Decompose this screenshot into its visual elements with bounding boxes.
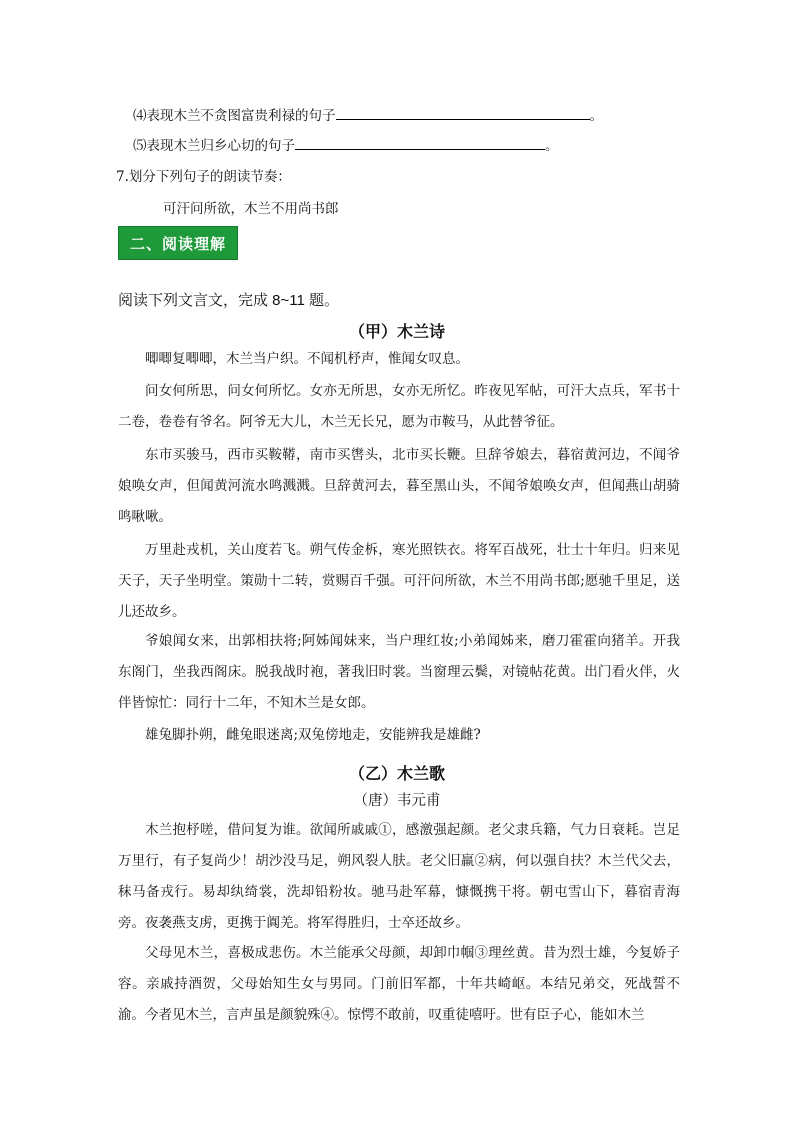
question-4-period: 。 xyxy=(589,108,603,124)
poem-b-title: （乙）木兰歌 xyxy=(348,766,445,783)
answer-blank-5[interactable] xyxy=(295,135,545,150)
reading-instructions: 阅读下列文言文，完成 8~11 题。 xyxy=(118,292,340,309)
question-5 xyxy=(133,134,559,154)
answer-blank-4[interactable] xyxy=(336,105,590,120)
poem-b-author: （唐）韦元甫 xyxy=(353,793,441,809)
poem-a-paragraph-6: 雄兔脚扑朔，雌兔眼迷离;双兔傍地走，安能辨我是雄雌? xyxy=(145,727,481,743)
question-4-text: ⑷表现木兰不贪图富贵利禄的句子 xyxy=(133,108,336,124)
poem-a-paragraph-5: 爷娘闻女来，出郭相扶将;阿姊闻妹来，当户理红妆;小弟闻姊来，磨刀霍霍向猪羊。开我东阁门，坐我西阁床。脱我战时袍，著我旧时裳。当窗理云鬓，对镜帖花黄。出门看火伴，火伴皆惊忙：同行十二年，不知木兰是女郎。 xyxy=(118,633,680,711)
question-5-period: 。 xyxy=(545,138,559,154)
question-7-sentence: 可汗问所欲，木兰不用尚书郎 xyxy=(163,201,339,217)
poem-a-paragraph-1: 唧唧复唧唧，木兰当户织。不闻机杼声，惟闻女叹息。 xyxy=(145,351,469,367)
section-header-reading: 二、阅读理解 xyxy=(118,226,238,260)
poem-a-paragraph-4: 万里赴戎机，关山度若飞。朔气传金柝，寒光照铁衣。将军百战死，壮士十年归。归来见天子，天子坐明堂。策勋十二转，赏赐百千强。可汗问所欲，木兰不用尚书郎;愿驰千里足，送儿还故乡。 xyxy=(118,542,680,620)
poem-b-paragraph-1: 木兰抱杼嗟，借问复为谁。欲闻所戚戚①，感激强起颜。老父隶兵籍，气力日衰耗。岂足万里行，有子复尚少！胡沙没马足，朔风裂人肤。老父旧羸②病，何以强自扶？木兰代父去，秣马备戎行。易却纨绮裳，洗却铅粉妆。驰马赴军幕，慷慨携干将。朝屯雪山下，暮宿青海旁。夜袭燕支虏，更携于阗羌。将军得胜归，士卒还故乡。 xyxy=(118,822,680,931)
question-5-text: ⑸表现木兰归乡心切的句子 xyxy=(133,138,295,154)
poem-a-paragraph-2: 问女何所思，问女何所忆。女亦无所思，女亦无所忆。昨夜见军帖，可汗大点兵，军书十二卷，卷卷有爷名。阿爷无大儿，木兰无长兄，愿为市鞍马，从此替爷征。 xyxy=(118,383,680,430)
poem-a-paragraph-3: 东市买骏马，西市买鞍鞯，南市买辔头，北市买长鞭。旦辞爷娘去，暮宿黄河边，不闻爷娘唤女声，但闻黄河流水鸣溅溅。旦辞黄河去，暮至黑山头，不闻爷娘唤女声，但闻燕山胡骑鸣啾啾。 xyxy=(118,447,680,525)
poem-b-paragraph-2: 父母见木兰，喜极成悲伤。木兰能承父母颜，却卸巾帼③理丝黄。昔为烈士雄，今复娇子容。亲戚持酒贺，父母始知生女与男同。门前旧军都，十年共崎岖。本结兄弟交，死战誓不渝。今者见木兰，言声虽是颜貌殊④。惊愕不敢前，叹重徒嘻吁。世有臣子心，能如木兰 xyxy=(118,945,680,1023)
question-7: 7.划分下列句子的朗读节奏： xyxy=(116,169,291,185)
poem-a-title: （甲）木兰诗 xyxy=(348,324,445,341)
question-4 xyxy=(133,104,603,124)
